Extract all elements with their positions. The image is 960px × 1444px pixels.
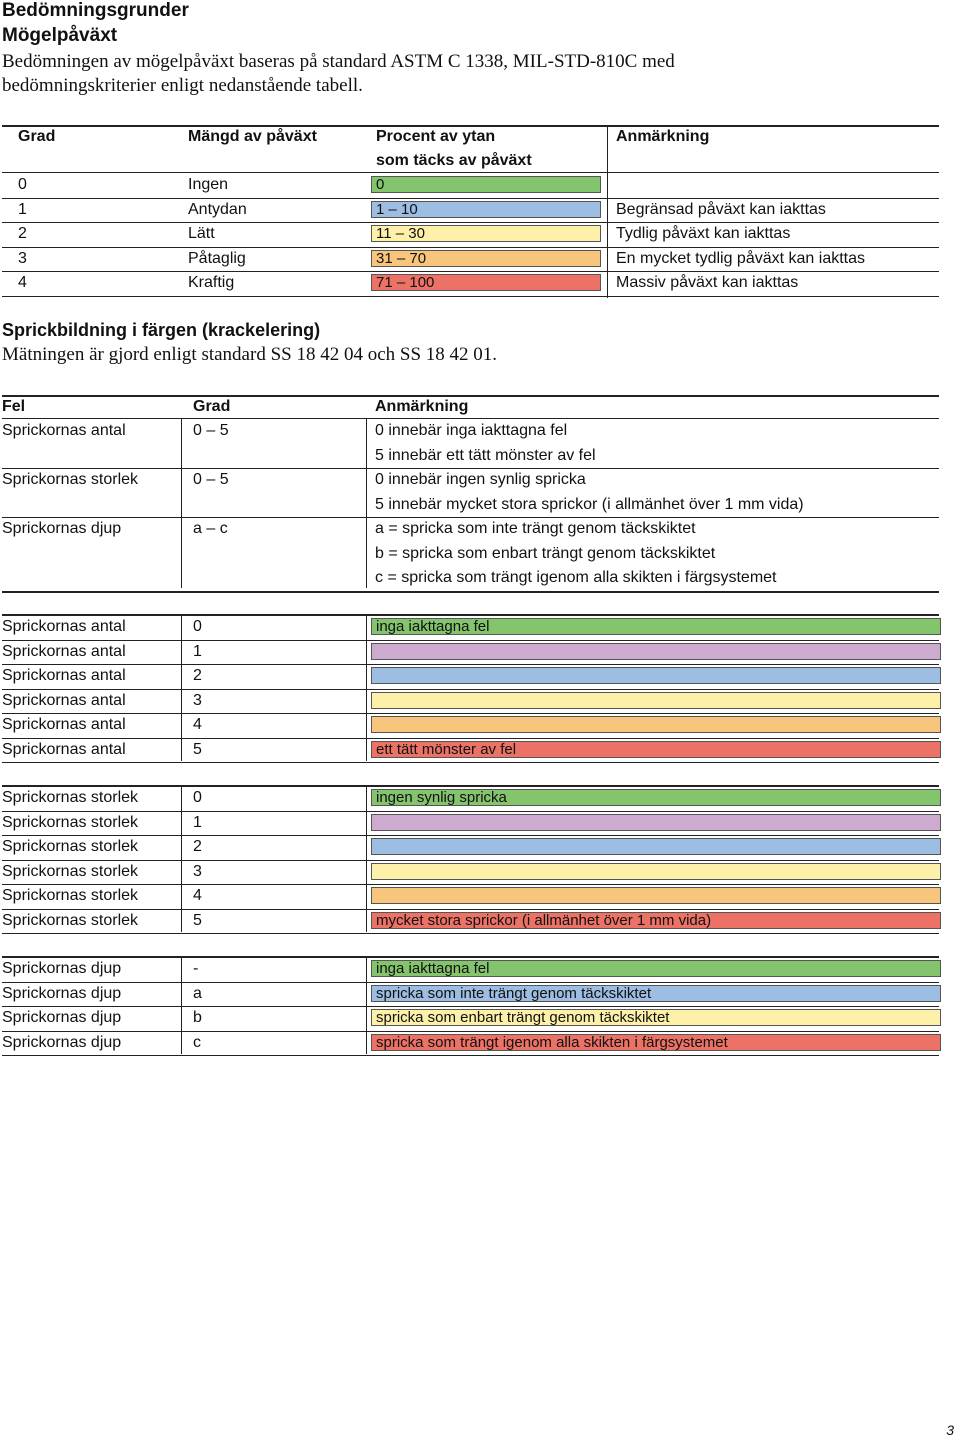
section-heading-sprick: Sprickbildning i färgen (krackelering) (2, 320, 321, 340)
crack-row-label: Sprickornas antal (2, 642, 126, 660)
row-rule (2, 640, 939, 641)
crack-row-grade: 3 (193, 691, 202, 709)
mold-amount: Antydan (188, 200, 247, 218)
column-divider (366, 418, 367, 588)
mold-grade: 1 (18, 200, 27, 218)
crack-color-bar: spricka som trängt igenom alla skikten i färgsystemet (371, 1034, 941, 1051)
column-divider (181, 418, 182, 588)
mold-remark: Massiv påväxt kan iakttas (616, 274, 799, 291)
crack-remark-line: c = spricka som trängt igenom alla skikten i färgsystemet (375, 569, 777, 586)
crack-remark-line: 0 innebär inga iakttagna fel (375, 422, 568, 439)
crack-remark-line: 0 innebär ingen synlig spricka (375, 471, 586, 488)
row-rule (2, 1006, 939, 1007)
crack-remark-line: 5 innebär ett tätt mönster av fel (375, 446, 596, 464)
crack-row-grade: c (193, 1033, 201, 1051)
row-rule (2, 884, 939, 885)
row-rule (2, 933, 939, 934)
column-divider (366, 785, 367, 932)
header-rule (2, 418, 939, 419)
row-rule (2, 296, 939, 297)
header-mangd: Mängd av påväxt (188, 128, 317, 145)
crack-color-bar: ingen synlig spricka (371, 789, 941, 806)
row-rule (2, 713, 939, 714)
table2-top-rule (2, 395, 939, 397)
mold-grade: 3 (18, 249, 27, 267)
crack-remark-line: 5 innebär mycket stora sprickor (i allmänhet över 1 mm vida) (375, 495, 804, 513)
row-rule (2, 271, 939, 272)
crack-row-label: Sprickornas storlek (2, 862, 139, 880)
row-rule (2, 689, 939, 690)
column-divider (366, 956, 367, 1054)
crack-color-bar (371, 887, 941, 904)
intro-line-1: Bedömningen av mögelpåväxt baseras på standard ASTM C 1338, MIL-STD-810C med (2, 51, 675, 72)
crack-row-label: Sprickornas antal (2, 691, 126, 709)
mold-amount: Lätt (188, 225, 215, 242)
crack-row-grade: 0 (193, 618, 202, 635)
crack-row-grade: 5 (193, 911, 202, 929)
crack-remark-line: a = spricka som inte trängt genom täckskiktet (375, 520, 696, 537)
column-divider (607, 126, 608, 298)
crack-row-label: Sprickornas djup (2, 984, 122, 1002)
row-rule (2, 811, 939, 812)
crack-row-label: Sprickornas storlek (2, 887, 139, 904)
crack-row-grade: b (193, 1009, 202, 1026)
crack-row-grade: 2 (193, 838, 202, 855)
group-top-rule (2, 614, 939, 616)
mold-percent-bar: 71 – 100 (371, 274, 601, 291)
crack-row-grade: 0 (193, 789, 202, 806)
row-rule (2, 762, 939, 763)
crack-row-grade: 1 (193, 642, 202, 660)
mold-remark: En mycket tydlig påväxt kan iakttas (616, 249, 865, 267)
crack-row-label: Sprickornas antal (2, 740, 126, 758)
crack-color-bar (371, 838, 941, 855)
crack-color-bar (371, 814, 941, 831)
row-rule (2, 1031, 939, 1032)
crack-color-bar: mycket stora sprickor (i allmänhet över 1 mm vida) (371, 912, 941, 929)
crack-remark-line: b = spricka som enbart trängt genom täckskiktet (375, 544, 716, 562)
crack-color-bar (371, 667, 941, 684)
column-divider (366, 614, 367, 761)
column-divider (181, 785, 182, 932)
crack-row-label: Sprickornas antal (2, 716, 126, 733)
row-rule (2, 591, 939, 593)
group-top-rule (2, 956, 939, 958)
group-top-rule (2, 785, 939, 787)
header-procent-2: som täcks av påväxt (376, 152, 532, 169)
row-rule (2, 909, 939, 910)
crack-row-label: Sprickornas antal (2, 618, 126, 635)
header-procent-1: Procent av ytan (376, 128, 496, 145)
crack-row-grade: 3 (193, 862, 202, 880)
crack-grade-range: 0 – 5 (193, 422, 229, 439)
crack-defect-label: Sprickornas djup (2, 520, 122, 537)
crack-row-grade: 1 (193, 813, 202, 831)
crack-row-grade: 4 (193, 716, 202, 733)
row-rule (2, 517, 939, 518)
crack-color-bar: ett tätt mönster av fel (371, 741, 941, 758)
header-grad: Grad (18, 128, 56, 145)
mold-percent-bar: 31 – 70 (371, 250, 601, 267)
row-rule (2, 835, 939, 836)
row-rule (2, 468, 939, 469)
crack-row-label: Sprickornas storlek (2, 789, 139, 806)
crack-color-bar: inga iakttagna fel (371, 618, 941, 635)
column-divider (181, 614, 182, 761)
crack-defect-label: Sprickornas antal (2, 422, 126, 439)
crack-defect-label: Sprickornas storlek (2, 471, 139, 488)
crack-color-bar: spricka som inte trängt genom täckskiktet (371, 985, 941, 1002)
header-anmarkning: Anmärkning (375, 398, 469, 415)
crack-grade-range: a – c (193, 520, 228, 537)
mold-remark: Begränsad påväxt kan iakttas (616, 200, 826, 218)
section-heading-mogel: Mögelpåväxt (2, 25, 118, 46)
crack-row-grade: a (193, 984, 202, 1002)
crack-color-bar: spricka som enbart trängt genom täckskiktet (371, 1009, 941, 1026)
row-rule (2, 664, 939, 665)
mold-amount: Kraftig (188, 274, 235, 291)
mold-amount: Ingen (188, 176, 229, 193)
mold-grade: 0 (18, 176, 27, 193)
crack-row-label: Sprickornas djup (2, 1033, 122, 1051)
crack-row-grade: - (193, 960, 199, 977)
crack-row-label: Sprickornas djup (2, 1009, 122, 1026)
crack-row-label: Sprickornas storlek (2, 911, 139, 929)
crack-color-bar (371, 863, 941, 880)
crack-row-label: Sprickornas storlek (2, 838, 139, 855)
row-rule (2, 738, 939, 739)
intro-line-2: bedömningskriterier enligt nedanstående tabell. (2, 75, 363, 96)
section2-intro: Mätningen är gjord enligt standard SS 18 42 04 och SS 18 42 01. (2, 344, 498, 365)
header-anmarkning: Anmärkning (616, 128, 710, 145)
crack-row-grade: 4 (193, 887, 202, 904)
header-rule (2, 172, 939, 173)
row-rule (2, 982, 939, 983)
column-divider (181, 956, 182, 1054)
page-title: Bedömningsgrunder (2, 0, 189, 21)
row-rule (2, 860, 939, 861)
page-number: 3 (946, 1422, 954, 1438)
crack-row-label: Sprickornas storlek (2, 813, 139, 831)
crack-row-grade: 5 (193, 740, 202, 758)
mold-grade: 2 (18, 225, 27, 242)
crack-color-bar (371, 716, 941, 733)
mold-percent-bar: 11 – 30 (371, 225, 601, 242)
crack-color-bar (371, 692, 941, 709)
header-fel: Fel (2, 398, 26, 415)
crack-row-label: Sprickornas antal (2, 667, 126, 684)
mold-amount: Påtaglig (188, 249, 246, 267)
mold-percent-bar: 0 (371, 176, 601, 193)
crack-color-bar (371, 643, 941, 660)
crack-grade-range: 0 – 5 (193, 471, 229, 488)
row-rule (2, 222, 939, 223)
header-grad: Grad (193, 398, 231, 415)
crack-color-bar: inga iakttagna fel (371, 960, 941, 977)
mold-remark: Tydlig påväxt kan iakttas (616, 225, 791, 242)
row-rule (2, 1055, 939, 1056)
mold-percent-bar: 1 – 10 (371, 201, 601, 218)
mold-grade: 4 (18, 274, 27, 291)
crack-row-grade: 2 (193, 667, 202, 684)
crack-row-label: Sprickornas djup (2, 960, 122, 977)
